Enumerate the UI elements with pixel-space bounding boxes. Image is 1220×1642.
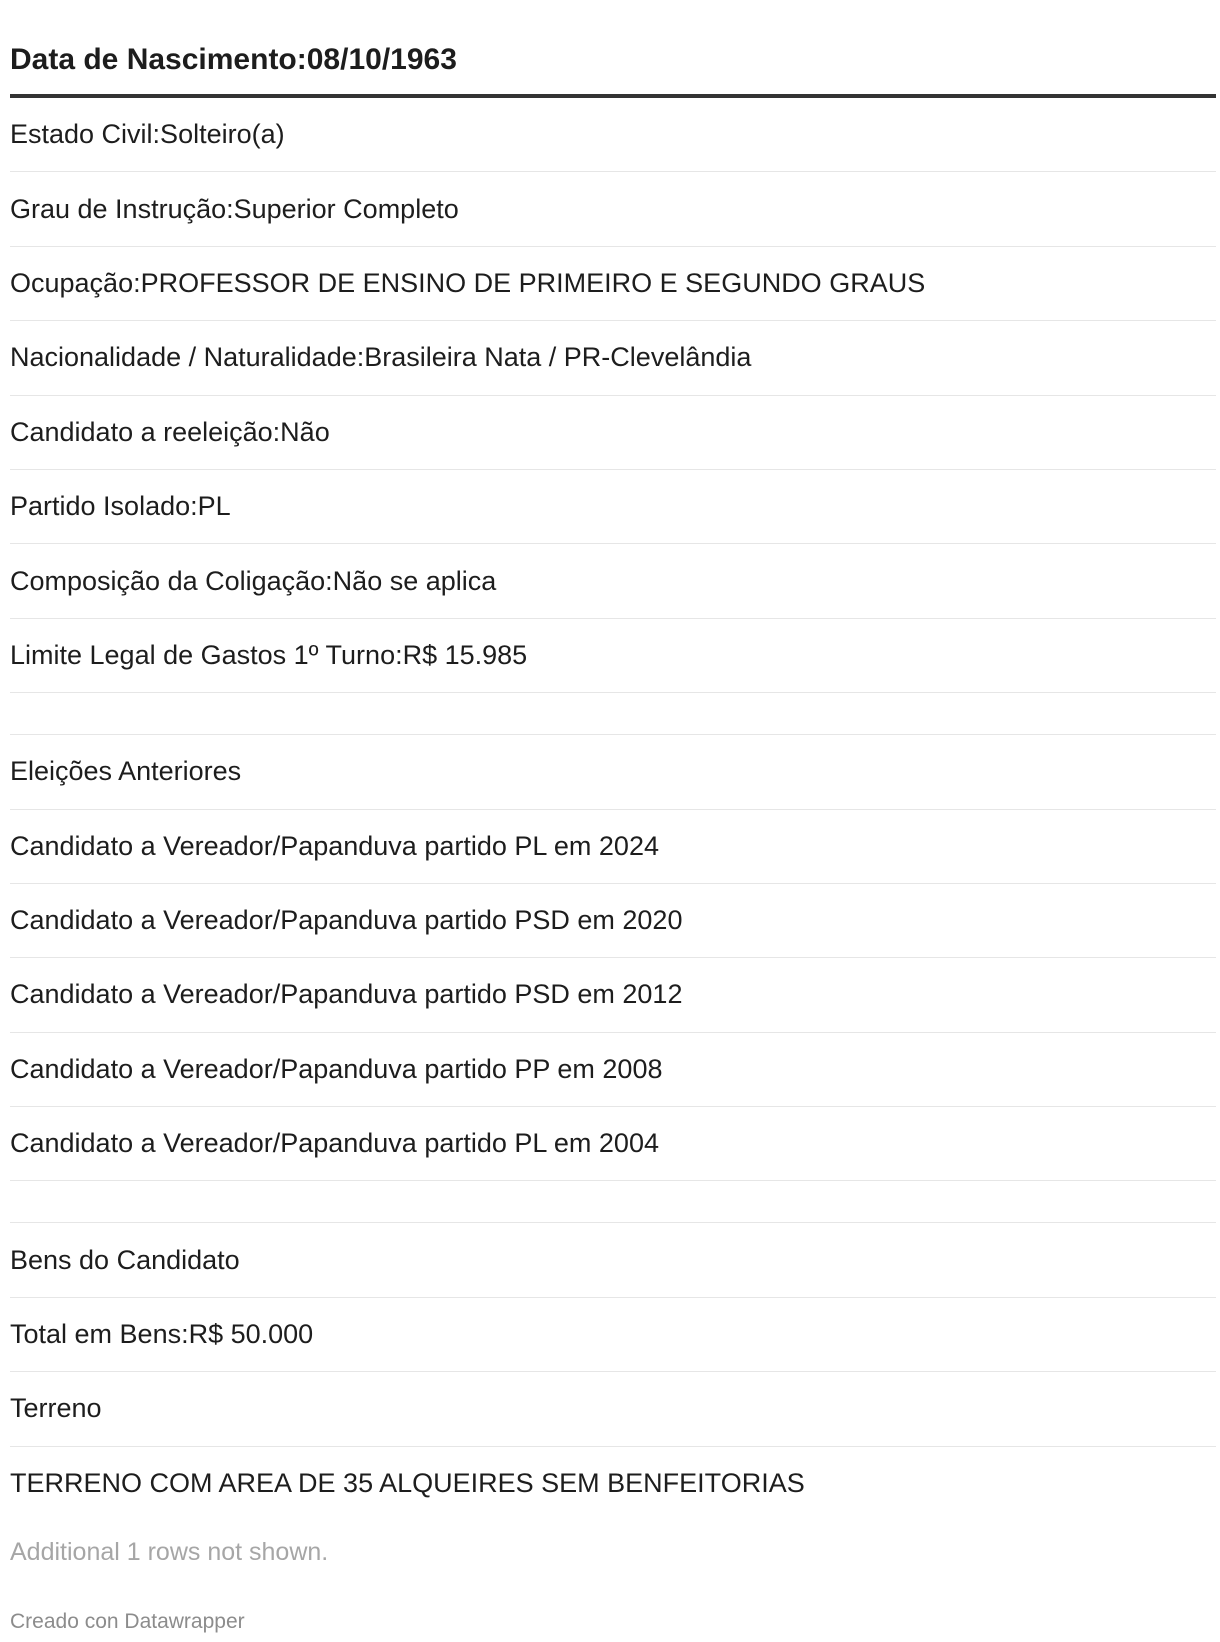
data-table — [10, 0, 1216, 1521]
table-row — [10, 1298, 1216, 1372]
table-row — [10, 544, 1216, 618]
header-cell: Data de Nascimento:08/10/1963 — [10, 43, 457, 76]
table-cell: Eleições Anteriores — [10, 756, 242, 787]
table-row — [10, 1033, 1216, 1107]
table-cell: Candidato a Vereador/Papanduva partido PL em 2004 — [10, 1128, 659, 1159]
table-cell: Candidato a Vereador/Papanduva partido PSD em 2020 — [10, 905, 683, 936]
table-row — [10, 396, 1216, 470]
datawrapper-credit[interactable]: Creado con Datawrapper — [10, 1610, 245, 1633]
table-row — [10, 1372, 1216, 1446]
table-row-empty — [10, 1181, 1216, 1223]
table-row — [10, 619, 1216, 693]
table-cell: Grau de Instrução:Superior Completo — [10, 193, 459, 224]
table-cell: Partido Isolado:PL — [10, 491, 231, 522]
table-cell: Composição da Coligação:Não se aplica — [10, 565, 497, 596]
table-cell: Candidato a Vereador/Papanduva partido PP em 2008 — [10, 1053, 663, 1084]
table-cell: Estado Civil:Solteiro(a) — [10, 119, 285, 150]
table-cell: Total em Bens:R$ 50.000 — [10, 1319, 314, 1350]
table-cell: Candidato a reeleição:Não — [10, 416, 330, 447]
table-row — [10, 884, 1216, 958]
table-cell: Ocupação:PROFESSOR DE ENSINO DE PRIMEIRO E SEGUNDO GRAUS — [10, 267, 926, 298]
table-cell: Nacionalidade / Naturalidade:Brasileira Nata / PR-Clevelândia — [10, 342, 752, 373]
table-row-empty — [10, 693, 1216, 735]
table-cell: TERRENO COM AREA DE 35 ALQUEIRES SEM BENFEITORIAS — [10, 1468, 805, 1499]
table-header — [10, 0, 1216, 98]
table-row — [10, 172, 1216, 246]
table-cell: Candidato a Vereador/Papanduva partido PL em 2024 — [10, 830, 659, 861]
table-row — [10, 321, 1216, 395]
table-row — [10, 1107, 1216, 1181]
table-cell: Bens do Candidato — [10, 1244, 240, 1275]
table-cell: Candidato a Vereador/Papanduva partido PSD em 2012 — [10, 979, 683, 1010]
table-row — [10, 958, 1216, 1032]
rows-not-shown-note: Additional 1 rows not shown. — [10, 1538, 329, 1566]
table-cell: Limite Legal de Gastos 1º Turno:R$ 15.985 — [10, 639, 528, 670]
table-row — [10, 98, 1216, 172]
table-row — [10, 735, 1216, 809]
table-row — [10, 1447, 1216, 1521]
table-row — [10, 470, 1216, 544]
table-row — [10, 1223, 1216, 1297]
table-cell: Terreno — [10, 1393, 102, 1424]
table-row — [10, 247, 1216, 321]
table-row — [10, 810, 1216, 884]
